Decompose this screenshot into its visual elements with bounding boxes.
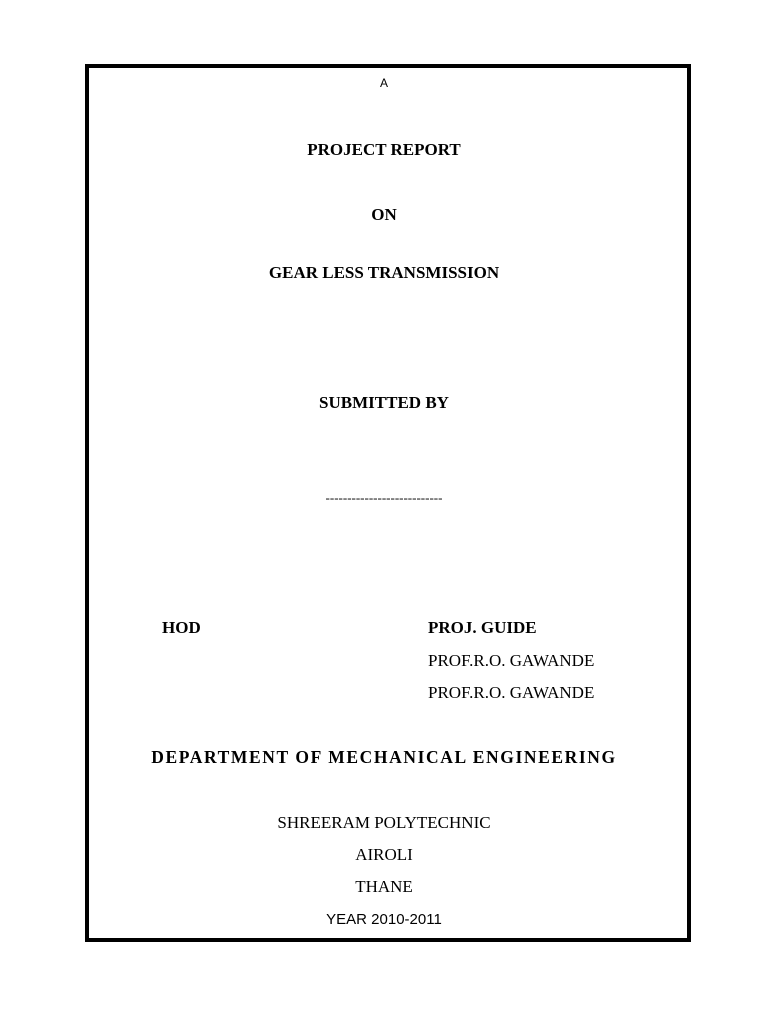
department-name: DEPARTMENT OF MECHANICAL ENGINEERING xyxy=(151,747,617,767)
academic-year: YEAR 2010-2011 xyxy=(326,911,442,928)
submitted-by-label: SUBMITTED BY xyxy=(319,393,449,412)
guide-name-2: PROF.R.O. GAWANDE xyxy=(428,683,595,702)
on-text: ON xyxy=(371,205,397,224)
guide-name-1: PROF.R.O. GAWANDE xyxy=(428,651,595,670)
city-name: AIROLI xyxy=(355,845,413,864)
hod-label: HOD xyxy=(162,618,201,637)
report-heading: PROJECT REPORT xyxy=(307,140,461,159)
submitter-name-line: --------------------------- xyxy=(325,490,443,505)
district-name: THANE xyxy=(355,877,413,896)
institute-name: SHREERAM POLYTECHNIC xyxy=(277,813,491,832)
article-text: A xyxy=(379,76,388,90)
project-title: GEAR LESS TRANSMISSION xyxy=(268,263,500,282)
proj-guide-label: PROJ. GUIDE xyxy=(428,618,537,637)
